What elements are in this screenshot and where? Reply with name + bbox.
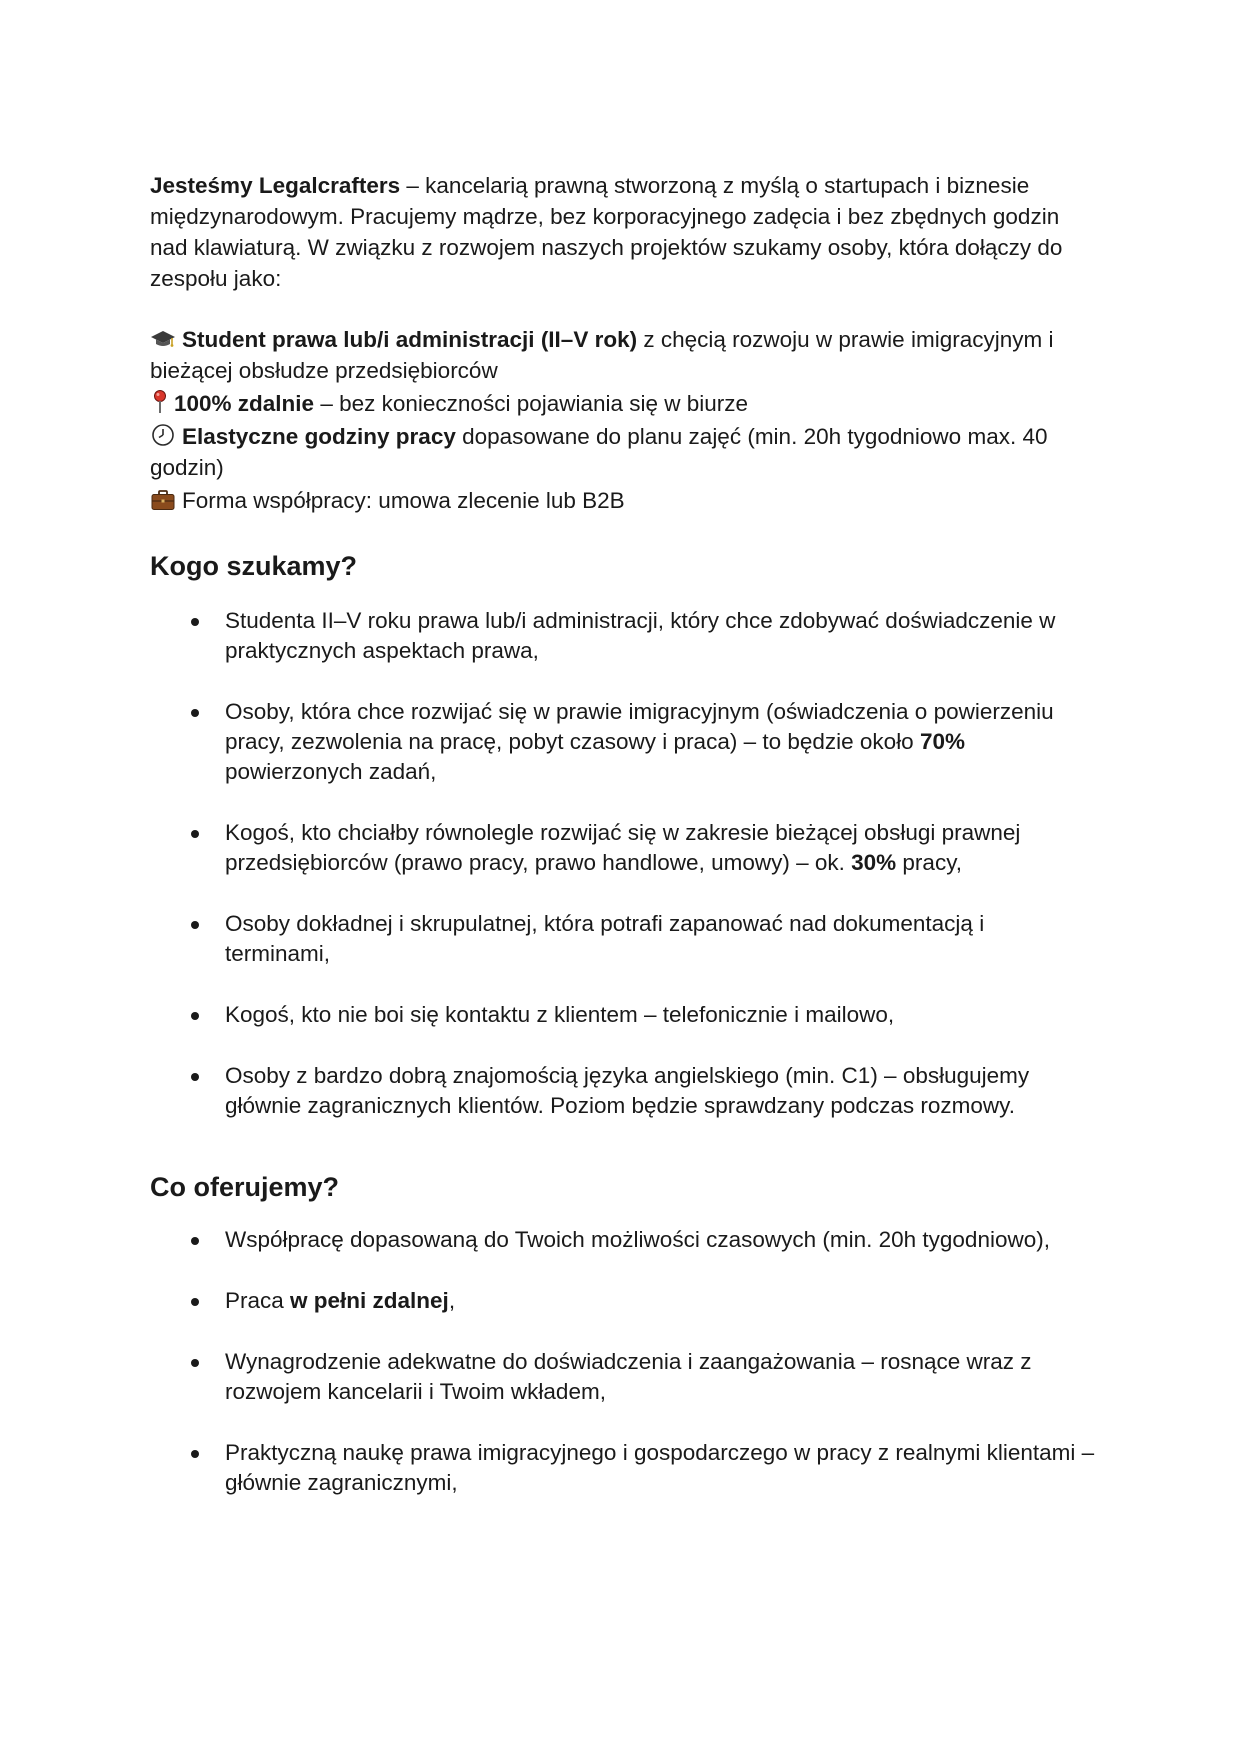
- bullet-dot: [191, 1298, 199, 1306]
- bullet-dot: [191, 709, 199, 717]
- intro-brand: Jesteśmy Legalcrafters: [150, 173, 401, 198]
- list-item: [150, 818, 1095, 878]
- list-item-text: Osoby z bardzo dobrą znajomością języka angielskiego (min. C1) – obsługujemy głównie zagranicznych klientów. Poziom będzie sprawdzany podczas rozmowy.: [225, 1063, 1030, 1118]
- list-item-text: ,: [448, 1288, 456, 1313]
- list-item-text: pracy,: [896, 850, 963, 875]
- list-item-text: Osoby, która chce rozwijać się w prawie imigracyjnym (oświadczenia o powierzeniu pracy, zezwolenia na pracę, pobyt czasowy i praca) – to będzie około: [225, 699, 1054, 754]
- graduation-cap-icon: [150, 327, 176, 349]
- list-item-text: Praca: [225, 1288, 291, 1313]
- list-item: [150, 1286, 1095, 1316]
- feature-student: [150, 324, 1095, 386]
- feature-student-bold: Student prawa lub/i administracji (II–V rok): [182, 327, 638, 352]
- feature-contract-text: Forma współpracy: umowa zlecenie lub B2B: [182, 488, 625, 513]
- list-item-text: Praktyczną naukę prawa imigracyjnego i gospodarczego w pracy z realnymi klientami – głównie zagranicznymi,: [225, 1440, 1095, 1495]
- list-item-text: Kogoś, kto nie boi się kontaktu z klientem – telefonicznie i mailowo,: [225, 1002, 895, 1027]
- feature-hours: [150, 421, 1095, 483]
- list-item-text: Wynagrodzenie adekwatne do doświadczenia i zaangażowania – rosnące wraz z rozwojem kancelarii i Twoim wkładem,: [225, 1349, 1032, 1404]
- bullet-dot: [191, 1359, 199, 1367]
- feature-remote-text: – bez konieczności pojawiania się w biurze: [314, 391, 749, 416]
- list-item: [150, 1061, 1095, 1121]
- intro-text: – kancelarią prawną stworzoną z myślą o startupach i biznesie międzynarodowym. Pracujemy mądrze, bez korporacyjnego zadęcia i bez zbędnych godzin nad klawiaturą. W związku z rozwojem naszych projektów szukamy osoby, która dołączy do zespołu jako:: [150, 173, 1063, 291]
- list-item-bold: 30%: [851, 850, 897, 875]
- intro-paragraph: [150, 170, 1095, 294]
- list-item-bold: w pełni zdalnej: [290, 1288, 449, 1313]
- list-item-text: Osoby dokładnej i skrupulatnej, która potrafi zapanować nad dokumentacją i terminami,: [225, 911, 985, 966]
- list-item: [150, 1225, 1095, 1255]
- list-item: [150, 697, 1095, 787]
- feature-remote-bold: 100% zdalnie: [174, 391, 315, 416]
- bullet-dot: [191, 1237, 199, 1245]
- list-kogo-szukamy: [150, 606, 1095, 1121]
- briefcase-icon: [150, 488, 176, 510]
- bullet-dot: [191, 830, 199, 838]
- list-item: [150, 1000, 1095, 1030]
- list-item: [150, 909, 1095, 969]
- list-item-text: Współpracę dopasowaną do Twoich możliwości czasowych (min. 20h tygodniowo),: [225, 1227, 1050, 1252]
- section-heading-kogo-szukamy: Kogo szukamy?: [150, 551, 358, 581]
- list-item-bold: 70%: [919, 729, 965, 754]
- bullet-dot: [191, 618, 199, 626]
- document-page: [150, 170, 1095, 1498]
- list-co-oferujemy: [150, 1225, 1095, 1498]
- list-item-text: Kogoś, kto chciałby równolegle rozwijać się w zakresie bieżącej obsługi prawnej przedsiębiorców (prawo pracy, prawo handlowe, umowy) – ok.: [225, 820, 1021, 875]
- feature-student-text: z chęcią rozwoju w prawie imigracyjnym i bieżącej obsłudze przedsiębiorców: [150, 327, 1054, 383]
- feature-hours-text: dopasowane do planu zajęć (min. 20h tygodniowo max. 40 godzin): [150, 424, 1048, 480]
- feature-remote: [150, 388, 1095, 419]
- list-item: [150, 1438, 1095, 1498]
- clock-icon: [150, 423, 176, 445]
- bullet-dot: [191, 1073, 199, 1081]
- list-item-text: Studenta II–V roku prawa lub/i administracji, który chce zdobywać doświadczenie w praktycznych aspektach prawa,: [225, 608, 1056, 663]
- list-item: [150, 1347, 1095, 1407]
- bullet-dot: [191, 1012, 199, 1020]
- pushpin-icon: [150, 390, 170, 412]
- section-heading-co-oferujemy: Co oferujemy?: [150, 1172, 340, 1202]
- feature-hours-bold: Elastyczne godziny pracy: [182, 424, 456, 449]
- bullet-dot: [191, 921, 199, 929]
- list-item-text: powierzonych zadań,: [225, 759, 437, 784]
- feature-contract: [150, 485, 1095, 516]
- bullet-dot: [191, 1450, 199, 1458]
- list-item: [150, 606, 1095, 666]
